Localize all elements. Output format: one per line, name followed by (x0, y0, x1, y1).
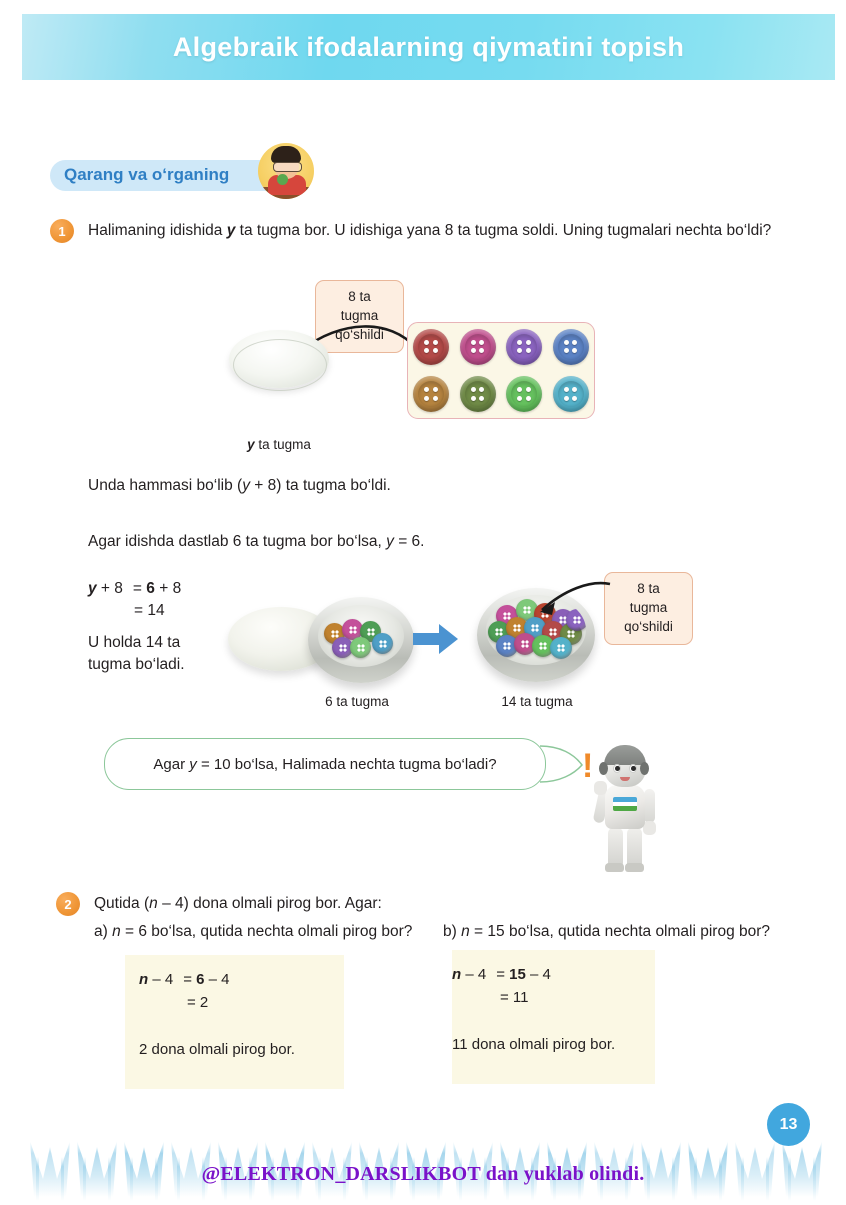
question-var: y (189, 755, 197, 773)
page-title-banner (22, 14, 835, 80)
button-holes (471, 387, 485, 401)
answer-b-result: 11 dona olmali pirog bor. (452, 1036, 616, 1053)
callout-bottom-line2: qo‘shildi (624, 618, 673, 634)
statement-b-var: y (386, 533, 394, 550)
answer-b-lhs-rest: – 4 (461, 966, 487, 983)
equation-1-var: y (88, 580, 97, 597)
button-holes (424, 387, 438, 401)
section-header (50, 160, 287, 191)
buttons-panel (407, 322, 595, 419)
answer-b-eq-sign: = (496, 966, 510, 983)
callout-top-line1: 8 ta tugma (340, 289, 379, 323)
task-2-option-a-text: = 6 bo‘lsa, qutida nechta olmali pirog bor? (120, 923, 413, 941)
button-brown (413, 376, 449, 412)
caption-6-buttons: 6 ta tugma (325, 694, 389, 709)
task-2-option-b-label: b) (443, 923, 462, 941)
answer-b-line-2: = 11 (500, 988, 529, 1006)
conclusion-line-2: tugma bo‘ladi. (88, 656, 185, 674)
task-2 (56, 892, 836, 944)
button-holes (424, 340, 438, 354)
task-2-option-a-var: n (112, 923, 121, 941)
button-red (413, 329, 449, 365)
caption-y-buttons (205, 437, 353, 452)
curved-arrow-icon-bottom (524, 578, 614, 620)
tin-6-buttons (228, 593, 413, 683)
conclusion-line-1: U holda 14 ta (88, 634, 181, 651)
task-2-option-b-text: = 15 bo‘lsa, qutida nechta olmali pirog bor? (469, 923, 771, 941)
equation-1-line-1 (88, 578, 181, 600)
task-2-option-b-var: n (461, 923, 470, 941)
button-blue (553, 329, 589, 365)
statement-b-post: = 6. (393, 533, 425, 550)
button-magenta (460, 329, 496, 365)
caption-14-buttons: 14 ta tugma (501, 694, 573, 709)
equation-1-lhs-rest: + 8 (96, 580, 123, 597)
task-2-options (94, 920, 770, 944)
task-2-option-b (443, 923, 770, 940)
answer-box-b (452, 950, 655, 1084)
answer-a-var: n (139, 971, 149, 988)
caption-y-rest: ta tugma (254, 437, 311, 452)
question-pre: Agar (153, 755, 190, 773)
statement-a-var: y (242, 477, 250, 494)
statement-total-expression (88, 474, 391, 497)
callout-bottom-line1: 8 ta tugma (629, 581, 668, 615)
question-post: = 10 bo‘lsa, Halimada nechta tugma bo‘ladi? (196, 755, 497, 773)
tin-button (350, 637, 371, 658)
empty-bowl-illustration (229, 330, 329, 400)
statement-a-post: + 8) ta tugma bo‘ldi. (249, 477, 391, 494)
exclamation-icon: ! (582, 747, 594, 785)
page-number-badge: 13 (767, 1103, 810, 1146)
button-holes (517, 387, 531, 401)
statement-b-pre: Agar idishda dastlab 6 ta tugma bor bo‘lsa, (88, 533, 387, 550)
answer-b-substituted-value: 15 (509, 966, 526, 983)
button-holes (564, 387, 578, 401)
task-2-intro (94, 892, 770, 916)
task-1-text (88, 219, 771, 243)
equation-1-substituted-value: 6 (146, 580, 155, 597)
button-dark-green (460, 376, 496, 412)
answer-a-subtrahend: – 4 (204, 971, 230, 988)
task-1-number: 1 (50, 219, 74, 243)
callout-top-line2: qo‘shildi (335, 326, 384, 342)
button-green (506, 376, 542, 412)
task-1-text-part2: ta tugma bor. U idishiga yana 8 ta tugma soldi. Uning tugmalari nechta bo‘ldi? (235, 222, 772, 239)
answer-a-line-1 (139, 969, 344, 992)
equation-1-eq-sign: = (132, 580, 147, 597)
button-holes (471, 340, 485, 354)
task-2-option-a (94, 923, 412, 940)
robot-assistant-icon (582, 745, 668, 875)
equation-1-line-2: = 14 (134, 602, 165, 620)
equation-1-addend: + 8 (154, 580, 182, 597)
button-holes (564, 340, 578, 354)
caption-y-var: y (247, 437, 255, 452)
button-teal (553, 376, 589, 412)
task-2-number: 2 (56, 892, 80, 916)
task-2-intro-var: n (149, 895, 158, 912)
answer-a-lhs-rest: – 4 (148, 971, 174, 988)
task-1 (50, 219, 810, 243)
boy-reading-icon (258, 143, 314, 199)
tin-button (550, 637, 572, 659)
statement-substitute (88, 530, 424, 553)
section-pill-label: Qarang va o‘rganing (50, 160, 287, 191)
page-title: Algebraik ifodalarning qiymatini topish (172, 31, 685, 62)
button-purple (506, 329, 542, 365)
tin-button (372, 633, 393, 654)
equation-1 (88, 578, 181, 623)
task-2-text (94, 892, 770, 944)
statement-a-pre: Unda hammasi bo‘lib ( (88, 477, 243, 494)
tin-left-contents (318, 605, 404, 667)
task-1-variable: y (226, 222, 236, 239)
answer-b-var: n (452, 966, 462, 983)
answer-b-line-1 (452, 964, 655, 987)
button-holes (517, 340, 531, 354)
answer-a-line-2: = 2 (187, 993, 209, 1011)
answer-a-substituted-value: 6 (196, 971, 205, 988)
callout-add-8-buttons-bottom (604, 572, 693, 645)
answer-b-subtrahend: – 4 (525, 966, 551, 983)
question-bubble (104, 738, 546, 790)
task-2-intro-post: – 4) dona olmali pirog bor. Agar: (157, 895, 382, 912)
right-arrow-icon (413, 622, 459, 656)
equation-1-conclusion (88, 632, 185, 677)
task-2-option-a-label: a) (94, 923, 113, 941)
answer-a-result: 2 dona olmali pirog bor. (139, 1041, 295, 1058)
task-2-intro-pre: Qutida ( (94, 895, 150, 912)
uzbekistan-flag-badge (613, 797, 637, 811)
question-bubble-text (153, 756, 496, 773)
answer-box-a (125, 955, 344, 1089)
task-1-text-part1: Halimaning idishida (88, 222, 227, 239)
bubble-tail-icon (540, 742, 584, 788)
watermark-text: @ELEKTRON_DARSLIKBOT dan yuklab olindi. (201, 1163, 645, 1185)
answer-a-eq-sign: = (183, 971, 197, 988)
